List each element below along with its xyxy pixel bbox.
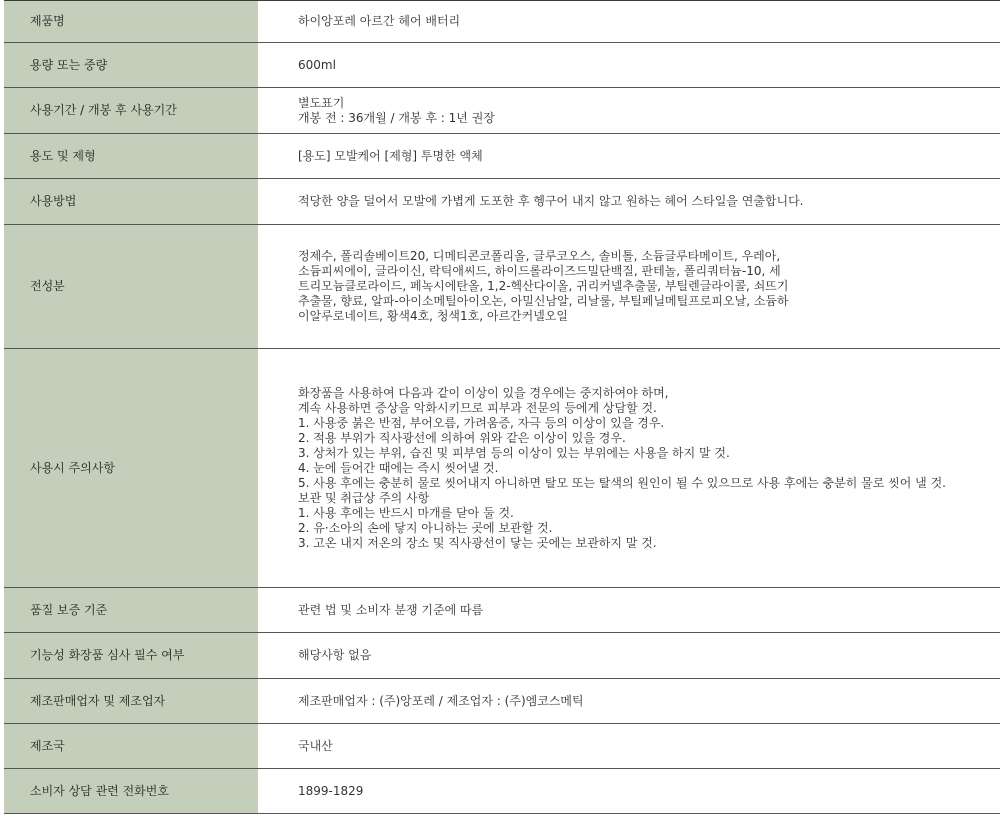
- table-row: [4, 1, 1000, 43]
- table-row: [4, 349, 1000, 588]
- row-value: 정제수, 폴리솔베이트20, 디메티콘코폴리올, 글루코오스, 솔비톨, 소듐글루타메이트, 우레아, 소듐피씨에이, 글라이신, 락틱애씨드, 하이드롤라이즈드밀단백질, 판테놀, 폴리쿼터늄-10, 세 트리모늄클로라이드, 페녹시에탄올, 1,2-헥산다이올, 귀리커넬추출물, 부틸렌글라이콜, 쇠뜨기 추출물, 향료, 알파-아이소메틸아이오논, 아밀신남알, 리날룰, 부틸페닐메틸프로피오날, 소듐하 이알루로네이트, 황색4호, 청색1호, 아르간커넬오일: [258, 225, 1000, 349]
- table-row: [4, 769, 1000, 814]
- row-value: [용도] 모발케어 [제형] 투명한 액체: [258, 134, 1000, 179]
- row-label: 제조국: [4, 724, 258, 769]
- row-value: 600ml: [258, 43, 1000, 88]
- row-label: 전성분: [4, 225, 258, 349]
- table-row: [4, 679, 1000, 724]
- row-value: 하이앙포레 아르간 헤어 배터리: [258, 1, 1000, 43]
- row-value: 별도표기 개봉 전 : 36개월 / 개봉 후 : 1년 권장: [258, 88, 1000, 134]
- row-value: 화장품을 사용하여 다음과 같이 이상이 있을 경우에는 중지하여야 하며, 계속 사용하면 증상을 악화시키므로 피부과 전문의 등에게 상담할 것. 1. 사용중 붉은 반점, 부어오름, 가려움증, 자극 등의 이상이 있을 경우. 2. 적용 부위가 직사광선에 의하여 위와 같은 이상이 있을 경우. 3. 상처가 있는 부위, 습진 및 피부염 등의 이상이 있는 부위에는 사용을 하지 말 것. 4. 눈에 들어간 때에는 즉시 씻어낼 것. 5. 사용 후에는 충분히 물로 씻어내지 아니하면 탈모 또는 탈색의 원인이 될 수 있으므로 사용 후에는 충분히 물로 씻어 낼 것. 보관 및 취급상 주의 사항 1. 사용 후에는 반드시 마개를 닫아 둘 것. 2. 유·소아의 손에 닿지 아니하는 곳에 보관할 것. 3. 고온 내지 저온의 장소 및 직사광선이 닿는 곳에는 보관하지 말 것.: [258, 349, 1000, 588]
- row-value: 해당사항 없음: [258, 633, 1000, 679]
- product-info-table: [4, 0, 1000, 814]
- row-label: 사용시 주의사항: [4, 349, 258, 588]
- table-row: [4, 633, 1000, 679]
- row-label: 품질 보증 기준: [4, 588, 258, 633]
- table-row: [4, 179, 1000, 225]
- row-label: 사용기간 / 개봉 후 사용기간: [4, 88, 258, 134]
- row-label: 소비자 상담 관련 전화번호: [4, 769, 258, 814]
- table-row: [4, 588, 1000, 633]
- row-value: 관련 법 및 소비자 분쟁 기준에 따름: [258, 588, 1000, 633]
- table-row: [4, 225, 1000, 349]
- row-value: 1899-1829: [258, 769, 1000, 814]
- row-label: 사용방법: [4, 179, 258, 225]
- row-label: 용도 및 제형: [4, 134, 258, 179]
- table-row: [4, 724, 1000, 769]
- table-row: [4, 88, 1000, 134]
- row-label: 제품명: [4, 1, 258, 43]
- row-value: 제조판매업자 : (주)앙포레 / 제조업자 : (주)엠코스메틱: [258, 679, 1000, 724]
- row-label: 기능성 화장품 심사 필수 여부: [4, 633, 258, 679]
- row-label: 용량 또는 중량: [4, 43, 258, 88]
- row-value: 적당한 양을 덜어서 모발에 가볍게 도포한 후 헹구어 내지 않고 원하는 헤어 스타일을 연출합니다.: [258, 179, 1000, 225]
- row-value: 국내산: [258, 724, 1000, 769]
- table-row: [4, 134, 1000, 179]
- row-label: 제조판매업자 및 제조업자: [4, 679, 258, 724]
- table-row: [4, 43, 1000, 88]
